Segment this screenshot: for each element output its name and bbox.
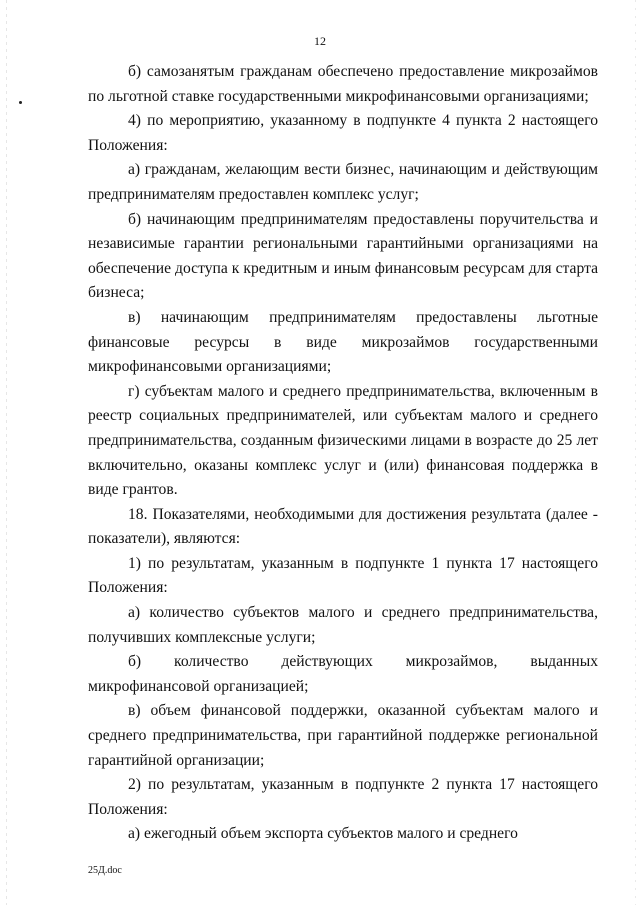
scan-edge-right	[635, 0, 636, 905]
scan-edge-left	[6, 0, 7, 905]
paragraph-item-g-grants: г) субъектам малого и среднего предпринимательства, включенным в реестр социальных предпринимателей, или субъектам малого и среднего предпринимательства, созданным физическими лицами в возрасте до 25 лет включительно, оказаны комплекс услуг и (или) финансовая поддержка в виде грантов.	[88, 382, 598, 499]
page-number: 12	[314, 34, 326, 48]
paragraph-item-4: 4) по мероприятию, указанному в подпункте 4 пункта 2 настоящего Положения:	[88, 112, 598, 154]
paragraph-item-b-guarantees: б) начинающим предпринимателям предоставлены поручительства и независимые гарантии региональными гарантийными организациями на обеспечение доступа к кредитным и иным финансовым ресурсам для старта бизнеса;	[88, 210, 598, 302]
paragraph-indicator-1v: в) объем финансовой поддержки, оказанной субъектам малого и среднего предпринимательства, при гарантийной поддержке региональной гарантийной организации;	[88, 702, 598, 769]
footer-filename: 25Д.doc	[88, 865, 122, 876]
paragraph-indicator-2a: а) ежегодный объем экспорта субъектов малого и среднего	[128, 825, 518, 843]
paragraph-indicator-1b: б) количество действующих микрозаймов, выданных микрофинансовой организацией;	[88, 653, 598, 695]
paragraph-item-a-citizens: а) гражданам, желающим вести бизнес, начинающим и действующим предпринимателям предоставлен комплекс услуг;	[88, 161, 598, 203]
paragraph-indicator-1a: а) количество субъектов малого и среднего предпринимательства, получивших комплексные услуги;	[88, 604, 598, 646]
scan-artifact-dot	[19, 101, 22, 104]
paragraph-indicator-1: 1) по результатам, указанным в подпункте 1 пункта 17 настоящего Положения:	[88, 554, 598, 597]
paragraph-item-b-self-employed: б) самозанятым гражданам обеспечено предоставление микрозаймов по льготной ставке государственными микрофинансовыми организациями;	[88, 63, 598, 105]
document-body	[88, 60, 598, 847]
paragraph-indicator-2: 2) по результатам, указанным в подпункте 2 пункта 17 настоящего Положения:	[88, 776, 598, 818]
paragraph-section-18: 18. Показателями, необходимыми для достижения результата (далее - показатели), являются:	[88, 505, 598, 548]
paragraph-item-v-microloans: в) начинающим предпринимателям предоставлены льготные финансовые ресурсы в виде микрозаймов государственными микрофинансовыми организациями;	[88, 308, 598, 376]
